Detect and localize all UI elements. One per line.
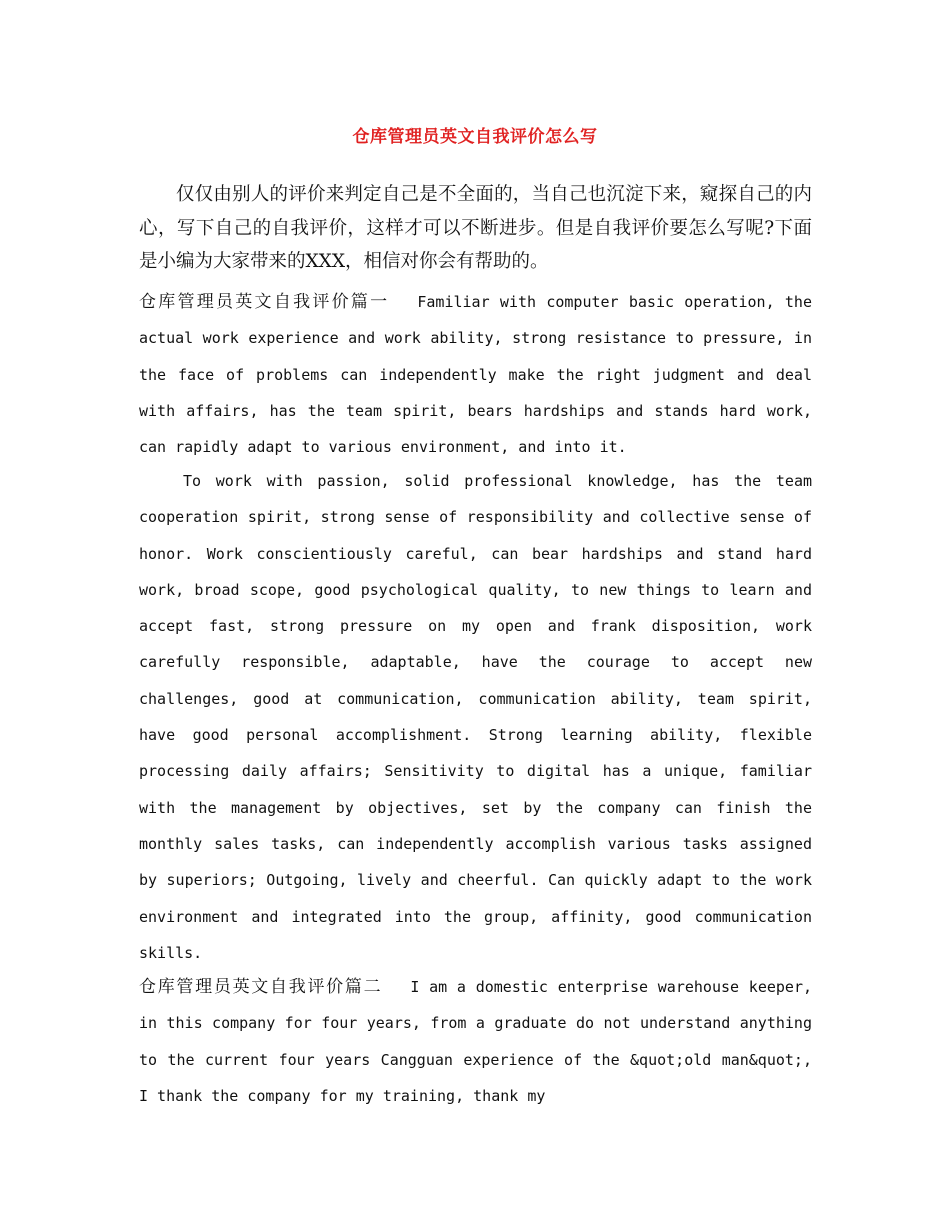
section-one-text: Familiar with computer basic operation, the actual work experience and work ability, strong resistance to pressure, in the face of problems can independently make the right judgment and deal with affairs, has the team spirit, bears hardships and stands hard work, can rapidly adapt to various environment, and into it. — [139, 293, 812, 457]
section-two-paragraph — [139, 969, 812, 1114]
section-one-continuation-paragraph — [139, 463, 812, 971]
intro-paragraph: 仅仅由别人的评价来判定自己是不全面的，当自己也沉淀下来，窥探自己的内心，写下自己的自我评价，这样才可以不断进步。但是自我评价要怎么写呢?下面是小编为大家带来的XXX，相信对你会有帮助的。 — [139, 184, 812, 272]
section-two-text: I am a domestic enterprise warehouse keeper, in this company for four years, from a graduate do not understand anything to the current four years Cangguan experience of the &quot;old man&quot;, I thank the company for my training, thank my — [139, 978, 813, 1105]
section-two-heading: 仓库管理员英文自我评价篇二 — [139, 977, 383, 997]
section-one-continuation-text: To work with passion, solid professional knowledge, has the team cooperation spirit, strong sense of responsibility and collective sense of honor. Work conscientiously careful, can bear hardships and stand hard work, broad scope, good psychological quality, to new things to learn and accept fast, strong pressure on my open and frank disposition, work carefully responsible, adaptable, have the courage to accept new challenges, good at communication, communication ability, team spirit, have good personal accomplishment. Strong learning ability, flexible processing daily affairs; Sensitivity to digital has a unique, familiar with the management by objectives, set by the company can finish the monthly sales tasks, can independently accomplish various tasks assigned by superiors; Outgoing, lively and cheerful. Can quickly adapt to the work environment and integrated into the group, affinity, good communication skills. — [139, 472, 812, 962]
section-one-heading: 仓库管理员英文自我评价篇一 — [139, 292, 390, 312]
document-title: 仓库管理员英文自我评价怎么写 — [352, 127, 598, 147]
section-one-paragraph — [139, 284, 812, 465]
